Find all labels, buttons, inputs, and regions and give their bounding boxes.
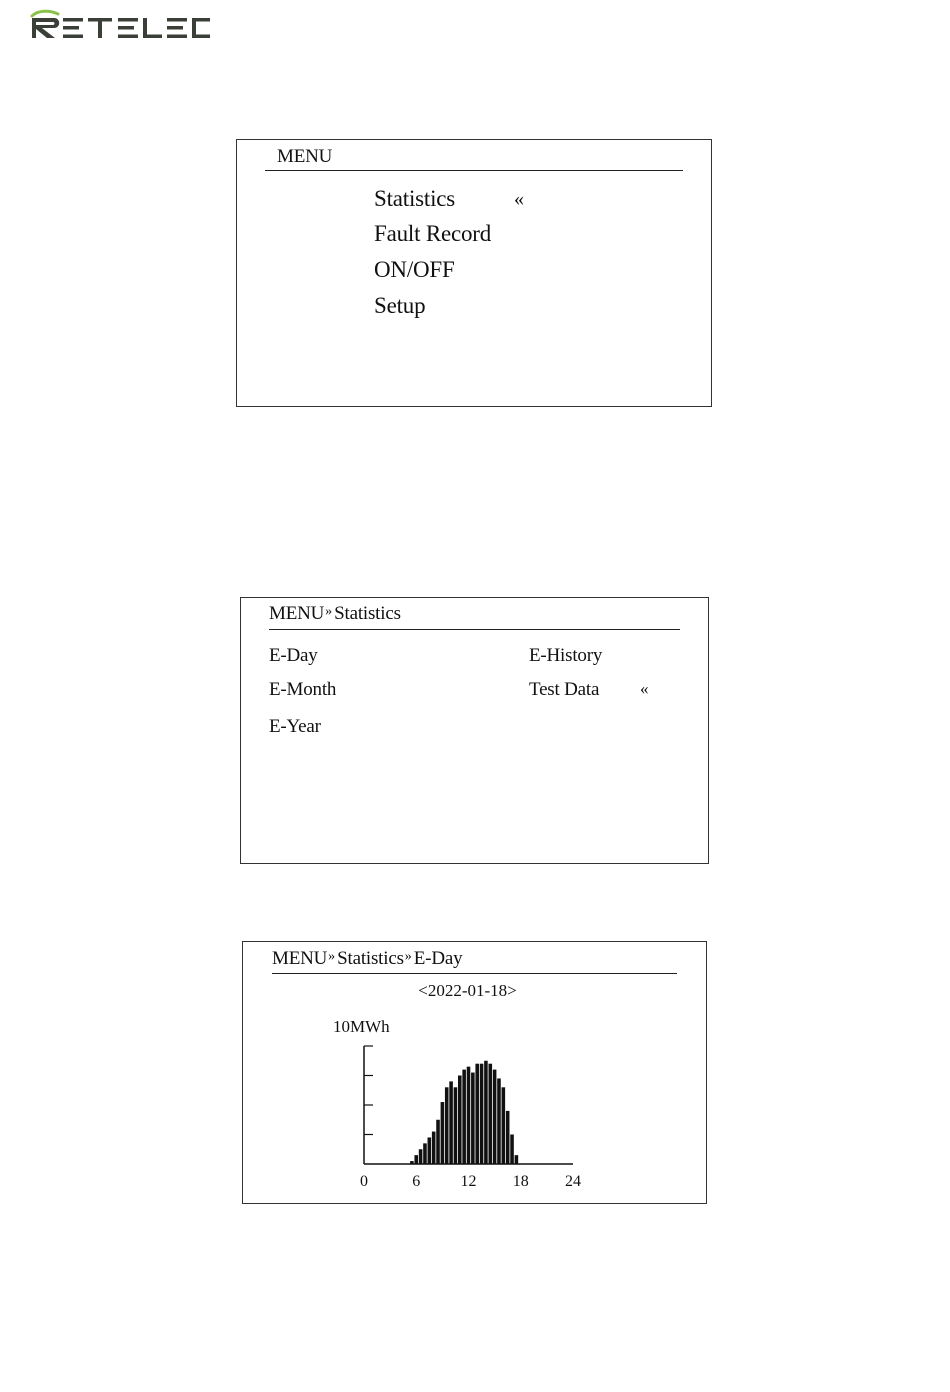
selection-cursor-icon: « [514,188,521,210]
chart-bar [484,1061,488,1164]
chart-bar [493,1070,497,1164]
selection-cursor-icon: « [640,679,646,698]
chart-bar [414,1155,418,1164]
statistics-screen [240,597,709,864]
chart-bar [436,1120,440,1164]
breadcrumb-separator-icon: » [325,604,331,619]
stat-item-test-data[interactable]: Test Data [529,679,600,700]
stat-item-e-history[interactable]: E-History [529,645,603,666]
breadcrumb-middle: Statistics [337,948,404,969]
energy-bar-chart [243,942,706,1203]
chart-bar [449,1081,453,1164]
chart-bar [506,1111,510,1164]
chart-bar [497,1078,501,1164]
breadcrumb-current: Statistics [334,603,401,624]
breadcrumb-current: E-Day [413,948,463,969]
chart-bar [445,1087,449,1164]
chart-bar [475,1064,479,1164]
chart-bar [410,1161,414,1164]
x-tick-label: 18 [512,1173,529,1190]
chart-bar [515,1155,519,1164]
chart-unit-label: 10MWh [333,1017,390,1036]
menu-title-divider [265,170,683,171]
retelec-logo [30,8,210,46]
menu-item-statistics[interactable]: Statistics [374,186,456,211]
chart-bar [423,1143,427,1164]
chart-bar [432,1132,436,1164]
chart-bar [510,1135,514,1165]
menu-title: MENU [277,146,333,167]
chart-bar [467,1067,471,1164]
chart-bar [462,1070,466,1164]
chart-bar [419,1149,423,1164]
chart-bar [471,1073,475,1164]
chart-bar [428,1137,432,1164]
breadcrumb-root: MENU [272,948,328,969]
breadcrumb-root: MENU [269,603,325,624]
breadcrumb-separator-icon: » [328,949,334,964]
statistics-title-divider [269,629,680,630]
x-tick-label: 0 [360,1173,368,1190]
x-tick-label: 24 [565,1173,581,1190]
stat-item-e-year[interactable]: E-Year [269,716,321,737]
chart-bar [454,1087,458,1164]
chart-bar [441,1102,445,1164]
menu-screen [236,139,712,407]
breadcrumb-separator-icon: » [404,949,410,964]
breadcrumb [269,603,401,625]
chart-bar [502,1087,506,1164]
x-tick-label: 12 [460,1173,477,1190]
e-day-screen [242,941,707,1204]
menu-item-setup[interactable]: Setup [374,293,426,318]
chart-bar [480,1064,484,1164]
date-selector[interactable]: <2022-01-18> [418,981,517,1000]
retelec-logo-mark [30,8,210,46]
chart-bar [488,1064,492,1164]
x-tick-label: 6 [412,1173,421,1190]
stat-item-e-day[interactable]: E-Day [269,645,318,666]
menu-item-on-off[interactable]: ON/OFF [374,257,455,282]
menu-item-fault-record[interactable]: Fault Record [374,221,492,246]
stat-item-e-month[interactable]: E-Month [269,679,337,700]
chart-bar [458,1076,462,1165]
